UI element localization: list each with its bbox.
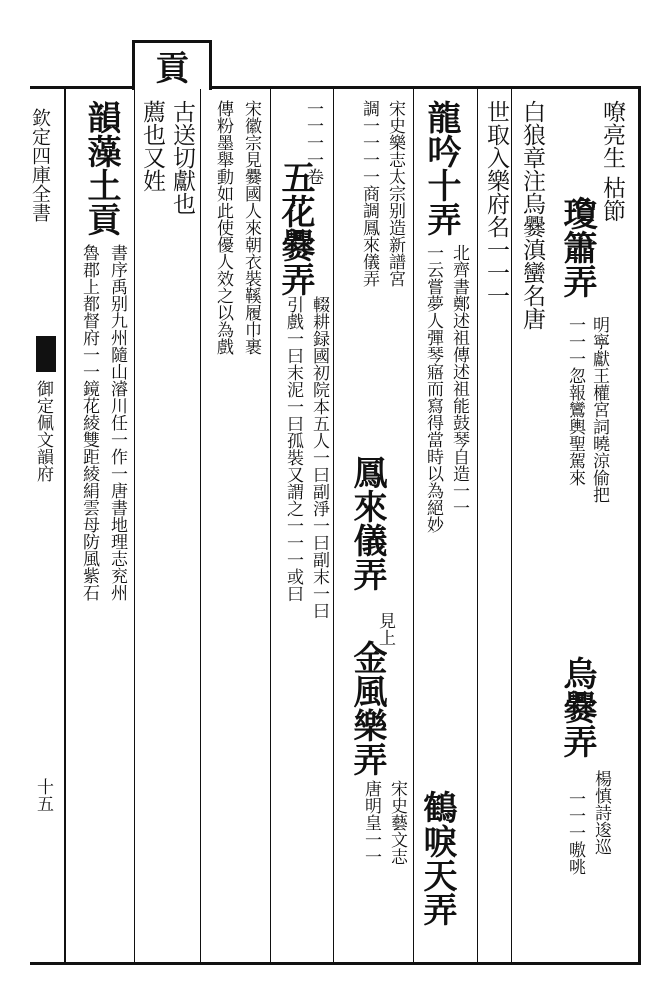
entry-citation: 調一一一一商調鳳來儀弄 bbox=[359, 100, 379, 287]
entry-citation: 書序禹别九州隨山濬川任一作一唐書地理志兖州 bbox=[107, 244, 127, 601]
entry-text: 枯節 bbox=[599, 176, 625, 222]
entry-headword: 瓊簫弄 bbox=[557, 196, 597, 298]
entry-headword: 烏爨弄 bbox=[557, 656, 597, 758]
column-rule bbox=[270, 89, 271, 962]
entry-citation: 魯郡上都督府一一鏡花綾雙距綾絹雲母防風紫石 bbox=[79, 244, 99, 601]
head-definition: 薦也又姓 bbox=[139, 100, 165, 192]
entry-citation: 北齊書鄭述祖傳述祖能鼓琴自造一一 bbox=[449, 244, 469, 516]
book-title: 欽定四庫全書 bbox=[29, 108, 51, 222]
entry-citation: 明寧獻王權宮詞曉涼偷把 bbox=[589, 316, 609, 503]
entry-citation: 見上 bbox=[375, 612, 395, 646]
entry-citation: 楊慎詩逡巡 bbox=[591, 770, 611, 855]
entry-headword: 鶴唳天弄 bbox=[417, 790, 457, 926]
column-rule bbox=[200, 89, 201, 962]
head-character: 貢 bbox=[149, 50, 189, 84]
page-number: 十五 bbox=[33, 778, 53, 812]
entry-citation: 一一一嗷咷 bbox=[565, 790, 585, 875]
top-border-right bbox=[210, 86, 640, 89]
volume-title: 御定佩文韻府 bbox=[33, 380, 53, 482]
entry-headword: 韻藻土貢 bbox=[81, 100, 121, 236]
black-fishtail-marker bbox=[36, 336, 56, 372]
entry-headword: 鳳來儀弄 bbox=[347, 455, 387, 591]
entry-text: 世取入樂府名一一一 bbox=[483, 100, 509, 307]
entry-citation: 引戲一曰末泥一曰孤裝又謂之一一一或曰 bbox=[283, 296, 303, 602]
entry-citation: 輟耕録國初院本五人一曰副淨一曰副末一曰 bbox=[309, 296, 329, 619]
head-box-left bbox=[132, 40, 135, 90]
top-border-left bbox=[30, 86, 134, 89]
entry-citation: 傳粉墨舉動如此使優人效之以為戲 bbox=[213, 100, 233, 355]
entry-citation: 宋史藝文志 bbox=[387, 780, 407, 865]
entry-citation: 一云嘗夢人彈琴寤而寫得當時以為絕妙 bbox=[423, 244, 443, 533]
entry-headword: 五花爨弄 bbox=[275, 160, 315, 296]
bottom-border bbox=[30, 962, 641, 965]
head-box-right bbox=[209, 40, 212, 90]
column-rule bbox=[333, 89, 334, 962]
head-box-top bbox=[132, 40, 212, 43]
head-definition: 古送切獻也 bbox=[169, 100, 195, 215]
left-margin-border bbox=[64, 88, 66, 964]
entry-citation: 唐明皇一一 bbox=[361, 780, 381, 865]
column-rule bbox=[511, 89, 512, 962]
right-border bbox=[638, 86, 641, 964]
entry-text: 嘹亮生 bbox=[599, 100, 625, 169]
column-rule bbox=[477, 89, 478, 962]
column-rule bbox=[134, 89, 135, 962]
entry-citation: 宋史樂志太宗别造新譜宮 bbox=[385, 100, 405, 287]
entry-text: 白狼章注烏爨滇蠻名唐 bbox=[519, 100, 545, 330]
entry-citation: 宋徽宗見爨國人來朝衣裝鞵履巾裹 bbox=[241, 100, 261, 355]
entry-headword: 金風樂弄 bbox=[347, 640, 387, 776]
entry-headword: 龍吟十弄 bbox=[421, 100, 461, 236]
entry-citation: 一一一一卷 bbox=[303, 100, 323, 185]
column-rule bbox=[413, 89, 414, 962]
entry-citation: 一一一忽報鸞輿聖駕來 bbox=[565, 316, 585, 486]
